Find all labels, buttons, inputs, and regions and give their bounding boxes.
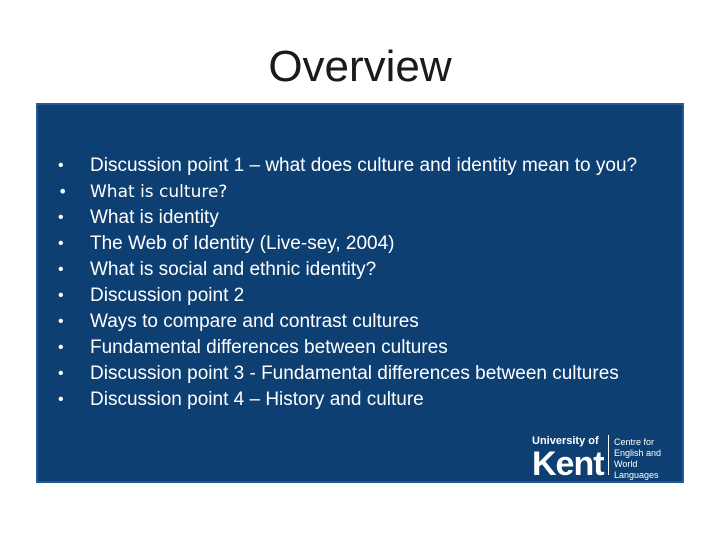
logo-kent: Kent (532, 445, 604, 483)
logo-centre-name (614, 437, 684, 481)
bullet-item: • Ways to compare and contrast cultures (58, 311, 678, 333)
bullet-item: • Discussion point 2 (58, 285, 678, 307)
bullet-item: • Fundamental differences between cultures (58, 337, 678, 359)
logo-centre-line: World Languages (614, 459, 659, 480)
content-panel (36, 103, 684, 483)
bullet-item: • What is culture? (58, 181, 678, 203)
logo-centre-line: Centre for (614, 437, 655, 447)
slide-title: Overview (268, 42, 452, 91)
bullet-list (58, 155, 678, 415)
logo-divider (608, 435, 609, 475)
bullet-item: • The Web of Identity (Live-sey, 2004) (58, 233, 678, 255)
logo-centre-line: English and (614, 448, 662, 458)
bullet-item: • Discussion point 1 – what does culture and identity mean to you? (58, 155, 678, 177)
logo-university-of: University of (532, 435, 599, 447)
bullet-item: • What is social and ethnic identity? (58, 259, 678, 281)
bullet-item: • What is identity (58, 207, 678, 229)
bullet-item: • Discussion point 3 - Fundamental differences between cultures (58, 363, 678, 385)
bullet-item: • Discussion point 4 – History and culture (58, 389, 678, 411)
university-of-kent-logo (532, 433, 684, 481)
